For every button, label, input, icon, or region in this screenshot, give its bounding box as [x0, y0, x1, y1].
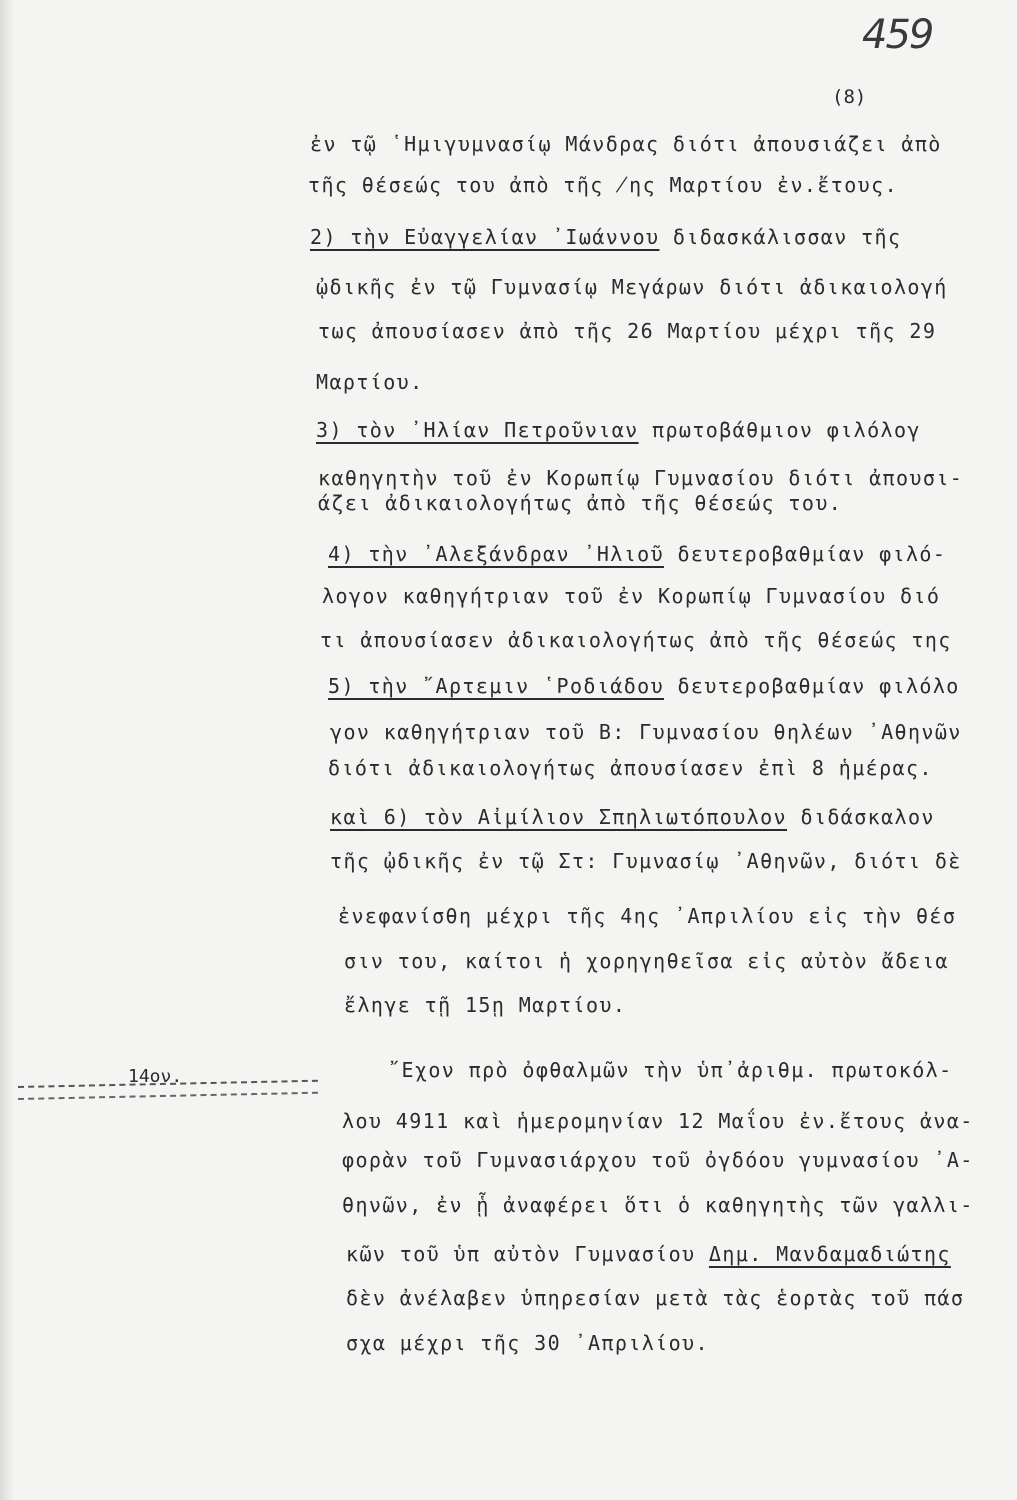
text-line	[320, 628, 952, 652]
text-line	[316, 418, 921, 442]
text-line	[318, 466, 963, 490]
underlined-name: 2) τὴν Εὐαγγελίαν ᾽Ιωάννου	[310, 225, 660, 249]
text-line	[338, 904, 956, 928]
text-line	[342, 1148, 974, 1172]
line-text: πρωτοβάθμιον φιλόλογ	[638, 418, 921, 442]
text-line	[318, 319, 936, 343]
text-line	[322, 584, 940, 608]
line-text: γον καθηγήτριαν τοῦ Β: Γυμνασίου θηλέων ᾽Αθηνῶν	[330, 720, 962, 744]
line-text: ἔληγε τῇ 15ῃ Μαρτίου.	[344, 993, 627, 1017]
underlined-name: 5) τὴν ῎Αρτεμιν ῾Ροδιάδου	[328, 674, 665, 698]
line-text: ἐνεφανίσθη μέχρι τῆς 4ης ᾽Απριλίου εἰς τὴν θέσ	[338, 904, 957, 928]
underlined-name: 4) τὴν ᾽Αλεξάνδραν ᾽Ηλιοῦ	[328, 542, 665, 566]
margin-divider-line	[18, 1092, 318, 1100]
line-text: σιν του, καίτοι ἡ χορηγηθεῖσα εἰς αὐτὸν ἄδεια	[344, 949, 949, 973]
line-text: τῆς θέσεώς του ἀπὸ τῆς ̸ης Μαρτίου ἐν.ἔτους.	[308, 173, 899, 197]
text-line	[346, 1331, 709, 1355]
line-text: διδάσκαλον	[787, 805, 935, 829]
margin-note: 14ον.	[128, 1066, 183, 1087]
line-text: ἐν τῷ ῾Ημιγυμνασίῳ Μάνδρας διότι ἀπουσιάζει ἀπὸ	[310, 132, 942, 156]
text-line	[310, 225, 901, 249]
line-text: δευτεροβαθμίαν φιλόλο	[664, 674, 960, 698]
underlined-name: καὶ 6) τὸν Αἰμίλιον Σπηλιωτόπουλον	[330, 805, 787, 829]
line-text: θηνῶν, ἐν ᾗ ἀναφέρει ὅτι ὁ καθηγητὴς τῶν γαλλι-	[342, 1193, 974, 1217]
line-text: φορὰν τοῦ Γυμνασιάρχου τοῦ ὀγδόου γυμνασίου ᾽Α-	[342, 1148, 974, 1172]
folio-number: 459	[862, 12, 933, 58]
line-text: δευτεροβαθμίαν φιλό-	[664, 542, 947, 566]
text-line	[330, 849, 962, 873]
line-text: ᾠδικῆς ἐν τῷ Γυμνασίῳ Μεγάρων διότι ἀδικαιολογή	[316, 275, 948, 299]
line-text: άζει ἀδικαιολογήτως ἀπὸ τῆς θέσεώς του.	[318, 491, 843, 515]
line-text: τως ἀπουσίασεν ἀπὸ τῆς 26 Μαρτίου μέχρι τῆς 29	[318, 319, 937, 343]
text-line	[342, 1193, 974, 1217]
line-text: κῶν τοῦ ὑπ αὐτὸν Γυμνασίου	[346, 1242, 709, 1266]
line-text: ῎Εχον πρὸ ὀφθαλμῶν τὴν ὑπ᾽ἀριθμ. πρωτοκόλ-	[388, 1058, 953, 1082]
text-line	[316, 275, 948, 299]
text-line	[310, 132, 942, 156]
line-text: Μαρτίου.	[316, 370, 424, 394]
line-text: τῆς ᾠδικῆς ἐν τῷ Στ: Γυμνασίῳ ᾽Αθηνῶν, διότι δὲ	[330, 849, 962, 873]
text-line	[342, 1109, 974, 1133]
line-text: δὲν ἀνέλαβεν ὑπηρεσίαν μετὰ τὰς ἑορτὰς τοῦ πάσ	[346, 1286, 965, 1310]
page-edge-shadow	[0, 0, 14, 1500]
line-text: τι ἀπουσίασεν ἀδικαιολογήτως ἀπὸ τῆς θέσεώς της	[320, 628, 952, 652]
text-line	[346, 1286, 964, 1310]
text-line	[316, 370, 424, 394]
text-line	[328, 542, 946, 566]
text-line	[344, 949, 949, 973]
text-line	[328, 756, 933, 780]
text-line	[330, 805, 935, 829]
text-line	[344, 993, 626, 1017]
line-text: διδασκάλισσαν τῆς	[659, 225, 902, 249]
line-text: καθηγητὴν τοῦ ἐν Κορωπίῳ Γυμνασίου διότι ἀπουσι-	[318, 466, 964, 490]
text-line	[328, 674, 960, 698]
line-text: λου 4911 καὶ ἡμερομηνίαν 12 Μαΐου ἐν.ἔτους ἀνα-	[342, 1109, 974, 1133]
line-text: λογον καθηγήτριαν τοῦ ἐν Κορωπίῳ Γυμνασίου διό	[322, 584, 941, 608]
text-line	[346, 1242, 951, 1266]
line-text: σχα μέχρι τῆς 30 ᾽Απριλίου.	[346, 1331, 709, 1355]
line-text: διότι ἀδικαιολογήτως ἀπουσίασεν ἐπὶ 8 ἡμέρας.	[328, 756, 933, 780]
text-line	[388, 1058, 953, 1082]
page-number: (8)	[832, 86, 867, 108]
underlined-name: Δημ. Μανδαμαδιώτης	[708, 1242, 951, 1266]
underlined-name: 3) τὸν ᾽Ηλίαν Πετροῦνιαν	[316, 418, 639, 442]
text-line	[308, 173, 898, 197]
text-line	[318, 491, 842, 515]
text-line	[330, 720, 962, 744]
